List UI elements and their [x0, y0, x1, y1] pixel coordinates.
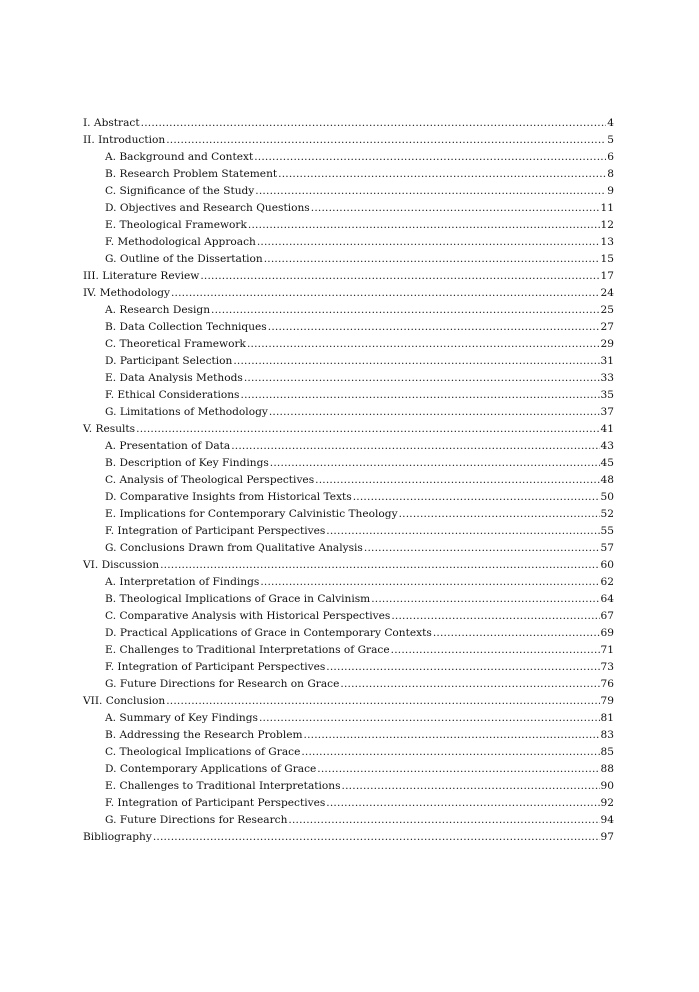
dot-leader — [166, 132, 606, 149]
toc-entry-page-number: 52 — [600, 508, 614, 520]
dot-leader — [270, 455, 600, 472]
toc-entry-title: D. Participant Selection — [105, 355, 233, 367]
toc-entry-title: F. Integration of Participant Perspectives — [105, 661, 326, 673]
toc-entry-page-number: 35 — [600, 389, 614, 401]
toc-entry-title: C. Analysis of Theological Perspectives — [105, 474, 315, 486]
toc-entry-page-number: 48 — [600, 474, 614, 486]
toc-entry-title: D. Objectives and Research Questions — [105, 202, 310, 214]
toc-entry-title: II. Introduction — [83, 134, 166, 146]
toc-entry — [83, 370, 614, 387]
toc-entry — [83, 268, 614, 285]
dot-leader — [254, 149, 606, 166]
toc-entry-page-number: 31 — [600, 355, 614, 367]
toc-entry — [83, 302, 614, 319]
toc-entry-title: III. Literature Review — [83, 270, 200, 282]
dot-leader — [247, 336, 600, 353]
dot-leader — [315, 472, 599, 489]
toc-entry-page-number: 79 — [600, 695, 614, 707]
toc-entry-page-number: 45 — [600, 457, 614, 469]
toc-entry-page-number: 55 — [600, 525, 614, 537]
toc-entry-page-number: 29 — [600, 338, 614, 350]
toc-entry-title: IV. Methodology — [83, 287, 170, 299]
dot-leader — [391, 608, 599, 625]
dot-leader — [278, 166, 606, 183]
dot-leader — [257, 234, 600, 251]
toc-entry — [83, 591, 614, 608]
toc-entry-page-number: 12 — [600, 219, 614, 231]
dot-leader — [136, 421, 599, 438]
dot-leader — [260, 574, 599, 591]
dot-leader — [153, 829, 600, 846]
toc-entry — [83, 285, 614, 302]
dot-leader — [166, 693, 599, 710]
dot-leader — [241, 387, 600, 404]
toc-entry — [83, 812, 614, 829]
toc-entry-page-number: 90 — [600, 780, 614, 792]
toc-entry-title: E. Challenges to Traditional Interpretations of Grace — [105, 644, 390, 656]
dot-leader — [160, 557, 599, 574]
toc-entry-title: B. Research Problem Statement — [105, 168, 278, 180]
dot-leader — [433, 625, 600, 642]
toc-entry-page-number: 67 — [600, 610, 614, 622]
toc-entry-title: F. Integration of Participant Perspectives — [105, 525, 326, 537]
toc-entry-title: G. Limitations of Methodology — [105, 406, 268, 418]
toc-entry-page-number: 60 — [600, 559, 614, 571]
toc-entry-title: B. Data Collection Techniques — [105, 321, 267, 333]
toc-entry-title: VII. Conclusion — [83, 695, 166, 707]
toc-entry-title: C. Theoretical Framework — [105, 338, 246, 350]
toc-entry-page-number: 13 — [600, 236, 614, 248]
dot-leader — [141, 115, 607, 132]
toc-entry — [83, 540, 614, 557]
toc-entry-page-number: 69 — [600, 627, 614, 639]
toc-entry-title: A. Summary of Key Findings — [105, 712, 258, 724]
toc-entry-title: D. Comparative Insights from Historical Texts — [105, 491, 352, 503]
toc-entry — [83, 421, 614, 438]
dot-leader — [200, 268, 599, 285]
toc-entry — [83, 608, 614, 625]
toc-entry-title: B. Addressing the Research Problem — [105, 729, 303, 741]
dot-leader — [340, 676, 599, 693]
toc-entry-title: B. Description of Key Findings — [105, 457, 269, 469]
toc-entry — [83, 523, 614, 540]
toc-entry-title: V. Results — [83, 423, 136, 435]
toc-entry — [83, 404, 614, 421]
toc-entry-title: C. Comparative Analysis with Historical Perspectives — [105, 610, 391, 622]
toc-entry — [83, 659, 614, 676]
toc-entry-page-number: 15 — [600, 253, 614, 265]
toc-entry-page-number: 17 — [600, 270, 614, 282]
dot-leader — [248, 217, 600, 234]
dot-leader — [211, 302, 599, 319]
toc-entry-page-number: 64 — [600, 593, 614, 605]
toc-entry-page-number: 88 — [600, 763, 614, 775]
toc-entry-title: A. Interpretation of Findings — [105, 576, 260, 588]
toc-entry-page-number: 11 — [600, 202, 614, 214]
toc-entry — [83, 200, 614, 217]
dot-leader — [353, 489, 600, 506]
dot-leader — [264, 251, 600, 268]
toc-entry-page-number: 6 — [607, 151, 614, 163]
dot-leader — [311, 200, 600, 217]
toc-entry-page-number: 83 — [600, 729, 614, 741]
toc-entry-page-number: 94 — [600, 814, 614, 826]
toc-entry-page-number: 81 — [600, 712, 614, 724]
toc-entry — [83, 132, 614, 149]
toc-entry-page-number: 50 — [600, 491, 614, 503]
toc-entry-page-number: 76 — [600, 678, 614, 690]
toc-entry — [83, 115, 614, 132]
toc-entry-title: F. Integration of Participant Perspectives — [105, 797, 326, 809]
toc-entry-title: C. Theological Implications of Grace — [105, 746, 301, 758]
dot-leader — [317, 761, 599, 778]
toc-entry — [83, 676, 614, 693]
dot-leader — [231, 438, 599, 455]
toc-entry-page-number: 24 — [600, 287, 614, 299]
toc-entry — [83, 183, 614, 200]
toc-entry — [83, 761, 614, 778]
dot-leader — [269, 404, 600, 421]
dot-leader — [342, 778, 600, 795]
toc-entry — [83, 778, 614, 795]
toc-entry-title: E. Data Analysis Methods — [105, 372, 243, 384]
dot-leader — [391, 642, 600, 659]
toc-entry-title: F. Ethical Considerations — [105, 389, 240, 401]
toc-entry — [83, 574, 614, 591]
toc-entry-page-number: 37 — [600, 406, 614, 418]
toc-entry-page-number: 73 — [600, 661, 614, 673]
dot-leader — [326, 523, 599, 540]
toc-entry — [83, 387, 614, 404]
toc-entry — [83, 455, 614, 472]
toc-entry — [83, 489, 614, 506]
toc-entry-title: A. Presentation of Data — [105, 440, 231, 452]
toc-entry-page-number: 27 — [600, 321, 614, 333]
toc-entry — [83, 234, 614, 251]
toc-entry — [83, 319, 614, 336]
toc-entry-title: Bibliography — [83, 831, 152, 843]
toc-entry — [83, 710, 614, 727]
toc-entry — [83, 727, 614, 744]
toc-entry-page-number: 97 — [600, 831, 614, 843]
dot-leader — [255, 183, 606, 200]
toc-entry — [83, 795, 614, 812]
dot-leader — [364, 540, 600, 557]
dot-leader — [233, 353, 599, 370]
toc-entry — [83, 166, 614, 183]
toc-entry — [83, 642, 614, 659]
toc-entry-title: F. Methodological Approach — [105, 236, 256, 248]
toc-entry-page-number: 25 — [600, 304, 614, 316]
toc-entry-title: G. Outline of the Dissertation — [105, 253, 263, 265]
toc-entry — [83, 506, 614, 523]
toc-entry-title: B. Theological Implications of Grace in Calvinism — [105, 593, 371, 605]
toc-entry — [83, 353, 614, 370]
dot-leader — [326, 795, 599, 812]
dot-leader — [301, 744, 599, 761]
toc-entry — [83, 251, 614, 268]
dot-leader — [259, 710, 600, 727]
toc-entry-page-number: 85 — [600, 746, 614, 758]
toc-entry-page-number: 71 — [600, 644, 614, 656]
toc-entry — [83, 472, 614, 489]
dot-leader — [171, 285, 600, 302]
table-of-contents — [83, 115, 614, 846]
toc-entry — [83, 557, 614, 574]
toc-entry-page-number: 57 — [600, 542, 614, 554]
dot-leader — [288, 812, 599, 829]
dot-leader — [268, 319, 600, 336]
toc-entry-title: E. Challenges to Traditional Interpretations — [105, 780, 341, 792]
toc-entry — [83, 693, 614, 710]
toc-entry-page-number: 9 — [607, 185, 614, 197]
toc-entry — [83, 149, 614, 166]
toc-entry-title: E. Theological Framework — [105, 219, 247, 231]
toc-entry-title: G. Future Directions for Research on Grace — [105, 678, 340, 690]
toc-entry-title: C. Significance of the Study — [105, 185, 255, 197]
toc-entry-title: A. Background and Context — [105, 151, 254, 163]
toc-entry — [83, 336, 614, 353]
toc-entry-page-number: 41 — [600, 423, 614, 435]
dot-leader — [244, 370, 600, 387]
toc-entry-title: I. Abstract — [83, 117, 140, 129]
toc-entry — [83, 744, 614, 761]
toc-entry-title: VI. Discussion — [83, 559, 160, 571]
toc-entry-title: A. Research Design — [105, 304, 211, 316]
toc-entry — [83, 217, 614, 234]
toc-entry-title: D. Contemporary Applications of Grace — [105, 763, 317, 775]
toc-entry-page-number: 62 — [600, 576, 614, 588]
toc-entry-page-number: 8 — [607, 168, 614, 180]
toc-entry-title: D. Practical Applications of Grace in Contemporary Contexts — [105, 627, 432, 639]
toc-entry — [83, 625, 614, 642]
toc-entry-page-number: 4 — [607, 117, 614, 129]
toc-entry-page-number: 43 — [600, 440, 614, 452]
toc-entry — [83, 829, 614, 846]
toc-entry — [83, 438, 614, 455]
toc-entry-title: G. Conclusions Drawn from Qualitative Analysis — [105, 542, 363, 554]
toc-entry-page-number: 92 — [600, 797, 614, 809]
toc-entry-title: G. Future Directions for Research — [105, 814, 288, 826]
toc-entry-page-number: 33 — [600, 372, 614, 384]
dot-leader — [399, 506, 600, 523]
toc-entry-page-number: 5 — [607, 134, 614, 146]
dot-leader — [304, 727, 600, 744]
toc-entry-title: E. Implications for Contemporary Calvinistic Theology — [105, 508, 398, 520]
dot-leader — [326, 659, 599, 676]
dot-leader — [371, 591, 599, 608]
